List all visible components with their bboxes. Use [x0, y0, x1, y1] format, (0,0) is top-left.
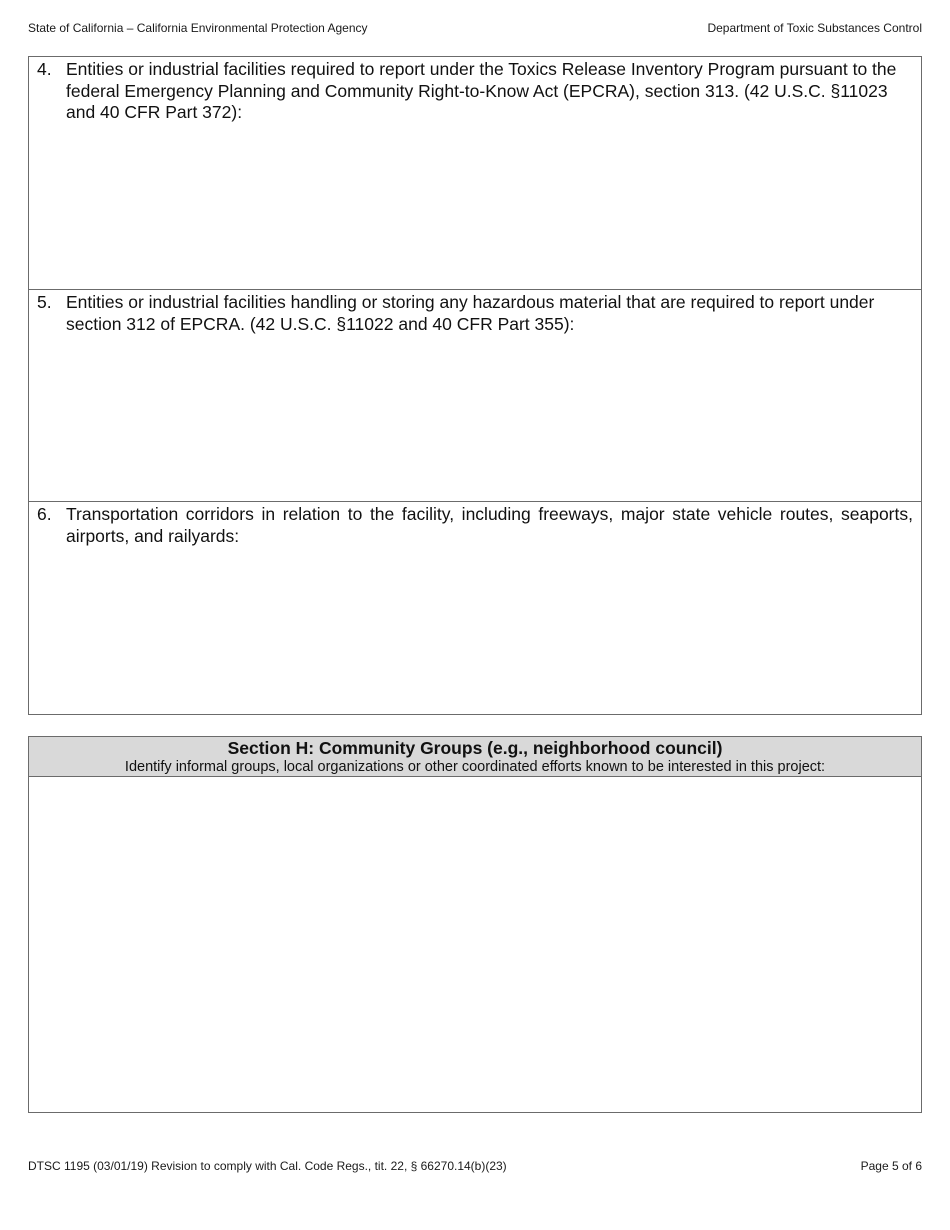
question-text: Entities or industrial facilities required to report under the Toxics Release Inventory Program pursuant to the federal Emergency Planning and Community Right-to-Know Act (EPCRA), section 313. (42 U.S.C. §11023 and 40 CFR Part 372):	[66, 59, 897, 122]
questions-table	[28, 56, 922, 715]
section-h-instructions: Identify informal groups, local organizations or other coordinated efforts known to be interested in this project:	[124, 759, 826, 775]
community-groups-answer-field[interactable]	[29, 777, 921, 1112]
footer-form-id: DTSC 1195 (03/01/19) Revision to comply with Cal. Code Regs., tit. 22, § 66270.14(b)(23)	[28, 1159, 507, 1173]
answer-field-5[interactable]	[29, 360, 921, 501]
answer-field-6[interactable]	[29, 572, 921, 714]
question-number: 5.	[37, 292, 52, 312]
question-text: Entities or industrial facilities handling or storing any hazardous material that are required to report under section 312 of EPCRA. (42 U.S.C. §11022 and 40 CFR Part 355):	[66, 292, 875, 334]
section-h-community-groups	[28, 736, 922, 1113]
question-row-6	[29, 502, 921, 714]
question-text: Transportation corridors in relation to the facility, including freeways, major state vehicle routes, seaports, airports, and railyards:	[66, 504, 913, 546]
question-row-5	[29, 290, 921, 502]
question-number: 4.	[37, 59, 52, 79]
question-row-4	[29, 57, 921, 290]
header-agency: State of California – California Environmental Protection Agency	[28, 21, 368, 35]
answer-field-4[interactable]	[29, 127, 921, 289]
header-department: Department of Toxic Substances Control	[707, 21, 922, 35]
section-h-header	[29, 737, 921, 777]
question-number: 6.	[37, 504, 52, 524]
footer-page-number: Page 5 of 6	[860, 1159, 922, 1173]
section-h-title: Section H: Community Groups (e.g., neighborhood council)	[227, 738, 723, 758]
